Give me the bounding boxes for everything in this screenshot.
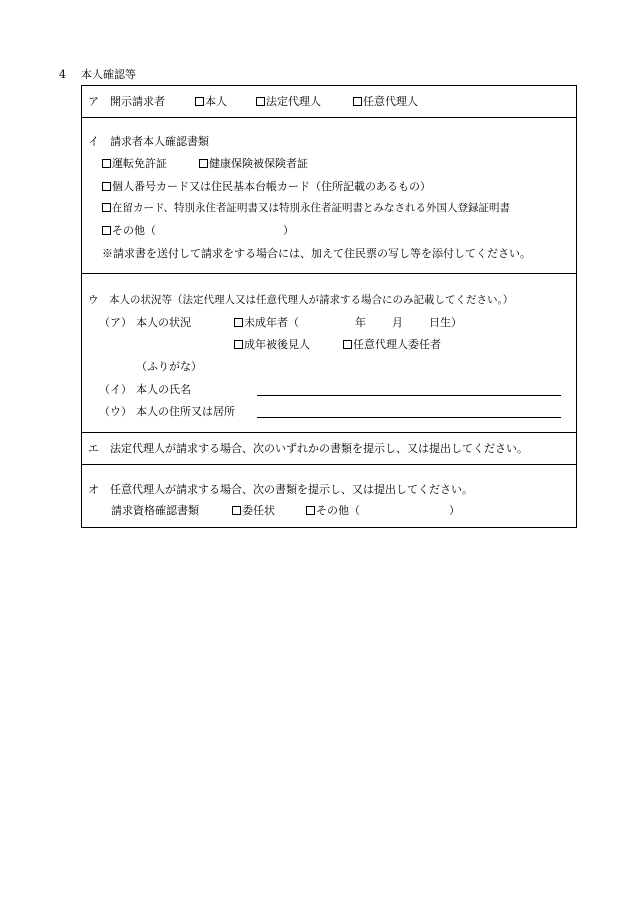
checkbox-icon xyxy=(343,340,352,349)
id-doc-drivers-license[interactable]: 運転免許証 xyxy=(102,158,167,169)
requester-label: ア 開示請求者 xyxy=(88,95,165,108)
furigana-label: （ふりがな） xyxy=(136,360,202,373)
checkbox-icon xyxy=(232,506,241,515)
status-option-appointer[interactable]: 任意代理人委任者 xyxy=(343,339,441,350)
mail-request-note: ※請求書を送付して請求をする場合には、加えて住民票の写し等を添付してください。 xyxy=(102,247,531,260)
checkbox-icon xyxy=(195,97,204,106)
birth-month-label: 月 xyxy=(392,316,403,329)
checkbox-icon xyxy=(256,97,265,106)
name-input-line[interactable] xyxy=(257,395,561,396)
address-label: 本人の住所又は居所 xyxy=(136,405,235,418)
id-doc-mynumber-card[interactable]: 個人番号カード又は住民基本台帳カード（住所記載のあるもの） xyxy=(102,181,431,192)
id-doc-residence-card[interactable]: 在留カード、特別永住者証明書又は特別永住者証明書とみなされる外国人登録証明書 xyxy=(102,203,510,214)
id-doc-health-insurance[interactable]: 健康保険被保険者証 xyxy=(199,158,308,169)
row-divider xyxy=(81,117,577,118)
form-table xyxy=(81,85,577,528)
address-number: （ウ） xyxy=(99,405,132,418)
status-label: 本人の状況 xyxy=(136,316,191,329)
checkbox-icon xyxy=(102,159,111,168)
id-doc-other-close: ） xyxy=(283,224,294,237)
status-option-adult-ward[interactable]: 成年被後見人 xyxy=(234,339,310,350)
name-number: （イ） xyxy=(99,383,132,396)
address-input-line[interactable] xyxy=(257,417,561,418)
id-doc-other[interactable]: その他（ xyxy=(102,225,156,236)
qualification-other-close: ） xyxy=(449,504,460,517)
checkbox-icon xyxy=(234,340,243,349)
name-label: 本人の氏名 xyxy=(136,383,191,396)
row-divider xyxy=(81,432,577,433)
birth-year-label: 年 xyxy=(355,316,366,329)
row-divider xyxy=(81,464,577,465)
checkbox-icon xyxy=(306,506,315,515)
qualification-docs-label: 請求資格確認書類 xyxy=(111,504,199,517)
qualification-option-other[interactable]: その他（ xyxy=(306,505,360,516)
section-title: 本人確認等 xyxy=(81,68,136,81)
section-number: 4 xyxy=(59,68,66,81)
requester-option-self[interactable]: 本人 xyxy=(195,96,227,107)
checkbox-icon xyxy=(102,203,111,212)
checkbox-icon xyxy=(102,182,111,191)
requester-option-legal-agent[interactable]: 法定代理人 xyxy=(256,96,321,107)
birth-day-label: 日生） xyxy=(429,316,462,329)
row-divider xyxy=(81,273,577,274)
status-number: （ア） xyxy=(99,316,132,329)
requester-option-voluntary-agent[interactable]: 任意代理人 xyxy=(353,96,418,107)
checkbox-icon xyxy=(199,159,208,168)
legal-agent-docs-text: エ 法定代理人が請求する場合、次のいずれかの書類を提示し、又は提出してください。 xyxy=(88,442,528,455)
voluntary-agent-docs-text: オ 任意代理人が請求する場合、次の書類を提示し、又は提出してください。 xyxy=(88,483,473,496)
id-docs-label: イ 請求者本人確認書類 xyxy=(88,135,209,148)
principal-status-heading: ウ 本人の状況等（法定代理人又は任意代理人が請求する場合にのみ記載してください。） xyxy=(88,294,514,306)
checkbox-icon xyxy=(234,318,243,327)
checkbox-icon xyxy=(102,226,111,235)
status-option-minor[interactable]: 未成年者（ xyxy=(234,317,299,328)
checkbox-icon xyxy=(353,97,362,106)
qualification-option-power-of-attorney[interactable]: 委任状 xyxy=(232,505,275,516)
